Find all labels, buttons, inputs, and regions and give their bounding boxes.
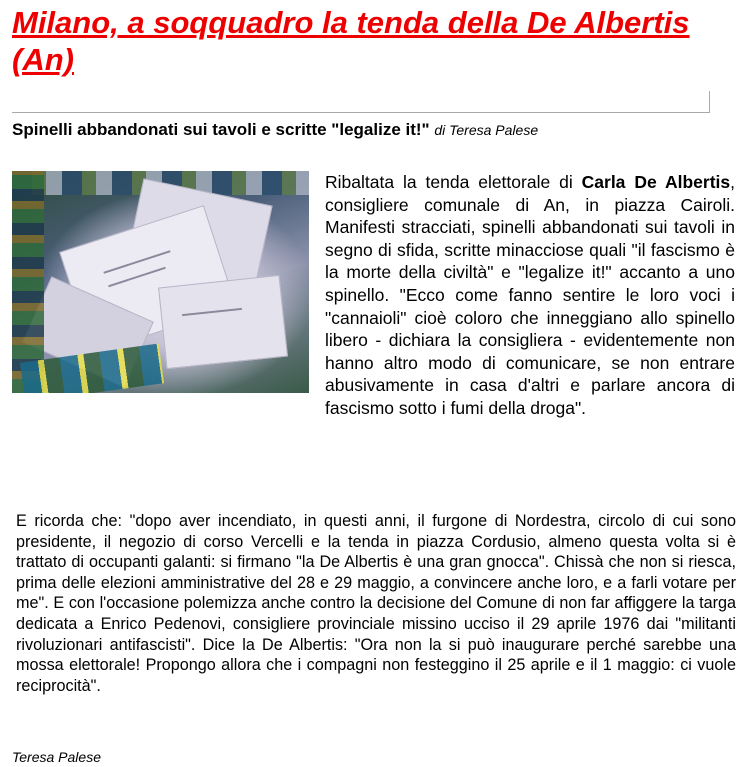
divider-end — [709, 91, 710, 113]
lead-paragraph — [12, 171, 735, 420]
article-title[interactable]: Milano, a soqquadro la tenda della De Albertis (An) — [12, 5, 690, 77]
article-photo — [12, 171, 309, 393]
photo-paper — [158, 275, 288, 369]
byline: di Teresa Palese — [434, 122, 539, 138]
divider — [12, 112, 710, 113]
lead-text-rest: , consigliere comunale di An, in piazza Cairoli. Manifesti stracciati, spinelli abbandonati sui tavoli in segno di sfida, scritte minacciose quali "il fascismo è la morte della civiltà" e "legalize it!" accanto a uno spinello. "Ecco come fanno sentire le loro voci i "cannaioli" cioè coloro che inneggiano allo spinello libero - dichiara la consigliera - evidentemente non hanno altro modo di comunicare, se non entrare abusivamente in casa d'altri e parlare ancora di fascismo sotto i fumi della droga". — [325, 172, 735, 418]
body-paragraph: E ricorda che: "dopo aver incendiato, in questi anni, il furgone di Nordestra, circolo di cui sono presidente, il negozio di corso Vercelli e la tenda in piazza Cordusio, almeno questa volta si è trattato di occupanti galanti: si firmano "la De Albertis è una gran gnocca". Chissà che non si riesca, prima delle elezioni amministrative del 28 e 29 maggio, a convincere anche loro, e a farli votare per me". E con l'occasione polemizza anche contro la decisione del Comune di non far affiggere la targa dedicata a Enrico Pedenovi, consigliere provinciale missino ucciso il 29 aprile 1976 dai "militanti rivoluzionari antifascisti". Dice la De Albertis: "Ora non la si può inaugurare perché sarebbe una mossa elettorale! Propongo allora che i compagni non festeggino il 25 aprile e il 1 maggio: ci vuole reciprocità". — [16, 512, 736, 695]
lead-name: Carla De Albertis — [581, 172, 731, 192]
signature: Teresa Palese — [12, 749, 101, 765]
article-subtitle — [12, 119, 732, 141]
subtitle-text: Spinelli abbandonati sui tavoli e scritte "legalize it!" — [12, 120, 430, 139]
lead-text-start: Ribaltata la tenda elettorale di — [325, 172, 582, 192]
